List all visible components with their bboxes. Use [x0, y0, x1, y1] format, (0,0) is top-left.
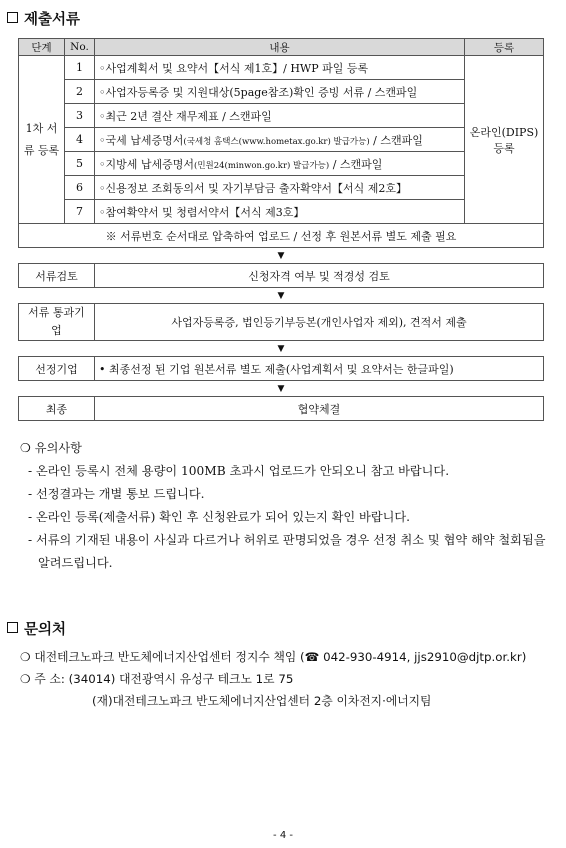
row-number: 6: [65, 176, 95, 200]
row-number: 1: [65, 56, 95, 80]
register-cell: 온라인(DIPS) 등록: [465, 56, 544, 224]
address-detail: (재)대전테크노파크 반도체에너지산업센터 2층 이차전지·에너지팀: [92, 694, 432, 708]
square-bullet-icon: [7, 622, 18, 633]
row-content: ◦지방세 납세증명서(민원24(minwon.go.kr) 발급가능) / 스캔파일: [95, 152, 465, 176]
note-item: - 온라인 등록(제출서류) 확인 후 신청완료가 되어 있는지 확인 바랍니다.: [28, 510, 411, 524]
row-content: ◦사업자등록증 및 지원대상(5page참조)확인 증빙 서류 / 스캔파일: [95, 80, 465, 104]
header-register: 등록: [465, 39, 544, 56]
selected-text: • 최종선정 된 기업 원본서류 별도 제출(사업계획서 및 요약서는 한글파일): [95, 357, 544, 381]
row-content: ◦국세 납세증명서(국세청 홈택스(www.hometax.go.kr) 발급가능) / 스캔파일: [95, 128, 465, 152]
table-note-row: [19, 224, 544, 248]
submission-table: [18, 38, 544, 421]
section-title-contact: 문의처: [7, 618, 66, 639]
row-content: ◦신용정보 조회동의서 및 자기부담금 출자확약서【서식 제2호】: [95, 176, 465, 200]
note-item: - 온라인 등록시 전체 용량이 100MB 초과시 업로드가 안되오니 참고 바랍니다.: [28, 464, 450, 478]
row-number: 5: [65, 152, 95, 176]
header-no: No.: [65, 39, 95, 56]
stage-1-cell: 1차 서류 등록: [19, 56, 65, 224]
pass-row: [19, 304, 544, 341]
row-number: 4: [65, 128, 95, 152]
contact-line: ❍ 대전테크노파크 반도체에너지산업센터 정지수 책임 (☎ 042-930-4914, jjs2910@djtp.or.kr): [20, 650, 527, 664]
row-number: 7: [65, 200, 95, 224]
selected-row: [19, 357, 544, 381]
row-number: 2: [65, 80, 95, 104]
down-arrow-icon: ▼: [19, 341, 544, 357]
square-bullet-icon: [7, 12, 18, 23]
row-content: ◦사업계획서 및 요약서【서식 제1호】/ HWP 파일 등록: [95, 56, 465, 80]
table-row: [19, 56, 544, 80]
down-arrow-icon: ▼: [19, 381, 544, 397]
note-item: - 서류의 기재된 내용이 사실과 다르거나 허위로 판명되었을 경우 선정 취소 및 협약 해약 철회됨을 알려드립니다.: [28, 533, 546, 570]
review-label: 서류검토: [19, 264, 95, 288]
page-number: - 4 -: [273, 830, 293, 841]
pass-label: 서류 통과기업: [19, 304, 95, 341]
notes-section: [20, 437, 550, 575]
review-text: 신청자격 여부 및 적경성 검토: [95, 264, 544, 288]
down-arrow-icon: ▼: [19, 288, 544, 304]
row-number: 3: [65, 104, 95, 128]
pass-text: 사업자등록증, 법인등기부등본(개인사업자 제외), 견적서 제출: [95, 304, 544, 341]
header-content: 내용: [95, 39, 465, 56]
section-title-documents: 제출서류: [7, 8, 80, 29]
row-content: ◦최근 2년 결산 재무제표 / 스캔파일: [95, 104, 465, 128]
table-header: [19, 39, 544, 56]
down-arrow-icon: ▼: [19, 248, 544, 264]
address-line: ❍ 주 소: (34014) 대전광역시 유성구 테크노 1로 75: [20, 672, 294, 686]
review-row: [19, 264, 544, 288]
upload-note: ※ 서류번호 순서대로 압축하여 업로드 / 선정 후 원본서류 별도 제출 필요: [19, 224, 544, 248]
notes-heading: ❍ 유의사항: [20, 441, 82, 455]
row-content: ◦참여확약서 및 청렴서약서【서식 제3호】: [95, 200, 465, 224]
note-item: - 선정결과는 개별 통보 드립니다.: [28, 487, 205, 501]
selected-label: 선정기업: [19, 357, 95, 381]
final-row: [19, 397, 544, 421]
final-label: 최종: [19, 397, 95, 421]
final-text: 협약체결: [95, 397, 544, 421]
contact-block: [20, 646, 526, 712]
header-stage: 단계: [19, 39, 65, 56]
